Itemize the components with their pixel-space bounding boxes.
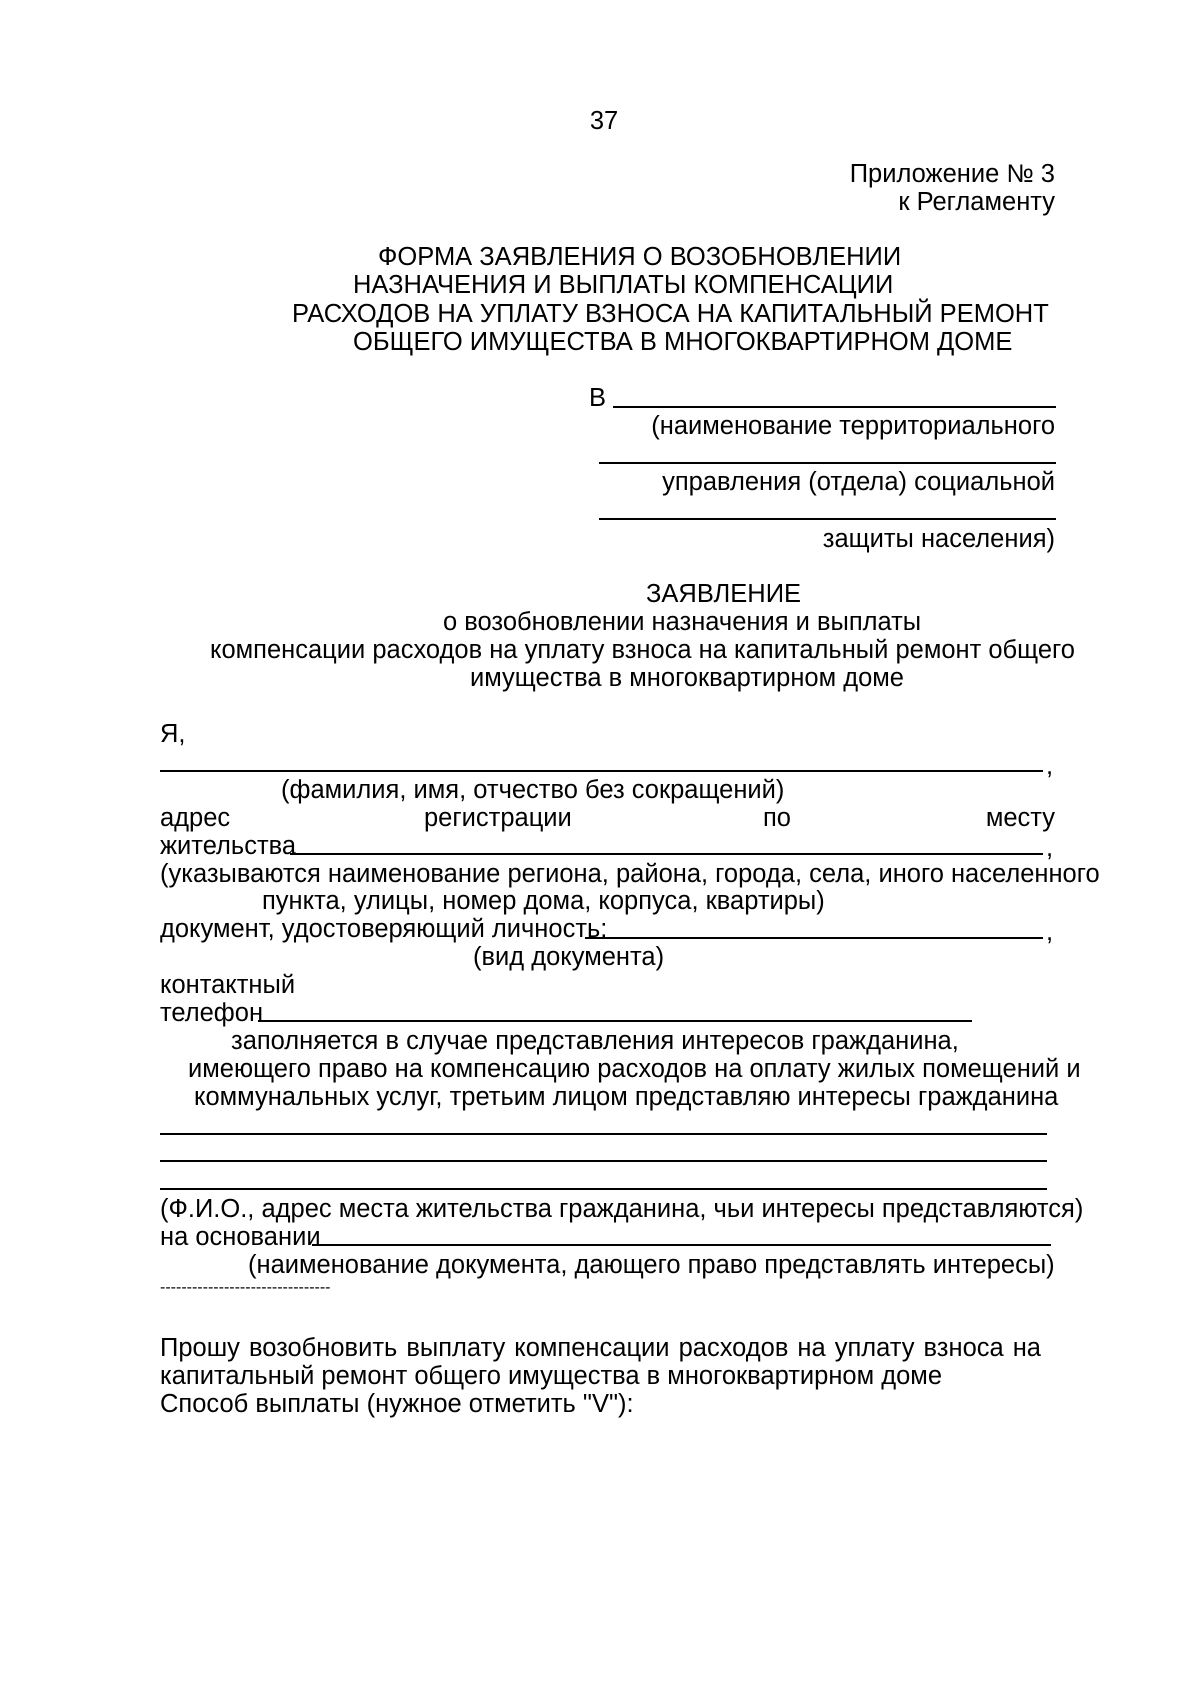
addressee-prefix: В [589, 384, 607, 412]
statement-title: ЗАЯВЛЕНИЕ [646, 580, 802, 608]
request-word: взноса [923, 1334, 1004, 1362]
fio-field[interactable] [160, 770, 1043, 772]
doc-field[interactable] [585, 937, 1043, 939]
fio-comma: , [1046, 752, 1054, 780]
statement-line-3: имущества в многоквартирном доме [470, 664, 904, 692]
doc-label: документ, удостоверяющий личность: [160, 915, 608, 943]
rep-note-2: имеющего право на компенсацию расходов на оплату жилых помещений и [188, 1055, 1081, 1083]
rep-field-1[interactable] [160, 1133, 1047, 1135]
rep-note-3: коммунальных услуг, третьим лицом представляю интересы гражданина [194, 1083, 1059, 1111]
residence-label: жительства [160, 832, 297, 860]
basis-field[interactable] [312, 1244, 1051, 1246]
footnote-separator: -------------------------------- [160, 1279, 331, 1296]
request-word: на [797, 1334, 826, 1362]
contact-label-2: телефон [160, 999, 264, 1027]
contact-label-1: контактный [160, 971, 296, 999]
request-word: расходов [678, 1334, 789, 1362]
request-line-1 [160, 1336, 1041, 1362]
addressee-field-2[interactable] [599, 462, 1056, 464]
request-word: выплату [406, 1334, 506, 1362]
request-word: Прошу [160, 1334, 240, 1362]
statement-line-1: о возобновлении назначения и выплаты [443, 608, 922, 636]
basis-hint: (наименование документа, дающего право представлять интересы) [248, 1251, 1055, 1279]
addressee-field-3[interactable] [599, 518, 1056, 520]
addr-word-4: месту [985, 804, 1055, 832]
i-label: Я, [160, 720, 186, 748]
addr-word-2: регистрации [424, 804, 572, 832]
form-title-line-2: НАЗНАЧЕНИЯ И ВЫПЛАТЫ КОМПЕНСАЦИИ [353, 271, 894, 299]
form-title-line-3: РАСХОДОВ НА УПЛАТУ ВЗНОСА НА КАПИТАЛЬНЫЙ РЕМОНТ [292, 300, 1049, 328]
form-title-line-4: ОБЩЕГО ИМУЩЕСТВА В МНОГОКВАРТИРНОМ ДОМЕ [353, 328, 1013, 356]
addr-word-3: по [763, 804, 791, 832]
doc-hint: (вид документа) [473, 943, 665, 971]
addr-hint-1: (указываются наименование региона, района, города, села, иного населенного [160, 860, 1100, 888]
appendix-line-2: к Регламенту [898, 188, 1055, 216]
phone-field[interactable] [258, 1020, 972, 1022]
addr-word-1: адрес [160, 804, 231, 832]
residence-field[interactable] [290, 853, 1043, 855]
addressee-field-1[interactable] [613, 406, 1056, 408]
page-number: 37 [589, 107, 619, 135]
doc-comma: , [1046, 918, 1054, 946]
request-word: возобновить [248, 1334, 398, 1362]
request-word: на [1012, 1334, 1041, 1362]
rep-field-3[interactable] [160, 1188, 1047, 1190]
fio-hint: (фамилия, имя, отчество без сокращений) [281, 776, 785, 804]
addr-hint-2: пункта, улицы, номер дома, корпуса, квартиры) [262, 887, 825, 915]
appendix-line-1: Приложение № 3 [849, 160, 1055, 188]
rep-field-2[interactable] [160, 1160, 1047, 1162]
addressee-hint-2: управления (отдела) социальной [662, 468, 1055, 496]
form-title-line-1: ФОРМА ЗАЯВЛЕНИЯ О ВОЗОБНОВЛЕНИИ [378, 243, 902, 271]
addressee-hint-3: защиты населения) [822, 525, 1055, 553]
rep-note-1: заполняется в случае представления интересов гражданина, [231, 1027, 959, 1055]
request-line-2: капитальный ремонт общего имущества в многоквартирном доме [160, 1362, 942, 1390]
request-word: уплату [834, 1334, 915, 1362]
request-word: компенсации [514, 1334, 670, 1362]
addressee-hint-1: (наименование территориального [651, 412, 1055, 440]
rep-fio-hint: (Ф.И.О., адрес места жительства гражданина, чьи интересы представляются) [160, 1195, 1084, 1223]
basis-label: на основании [160, 1223, 321, 1251]
request-line-3: Способ выплаты (нужное отметить "V"): [160, 1390, 634, 1418]
statement-line-2: компенсации расходов на уплату взноса на капитальный ремонт общего [210, 636, 1075, 664]
residence-comma: , [1046, 834, 1054, 862]
